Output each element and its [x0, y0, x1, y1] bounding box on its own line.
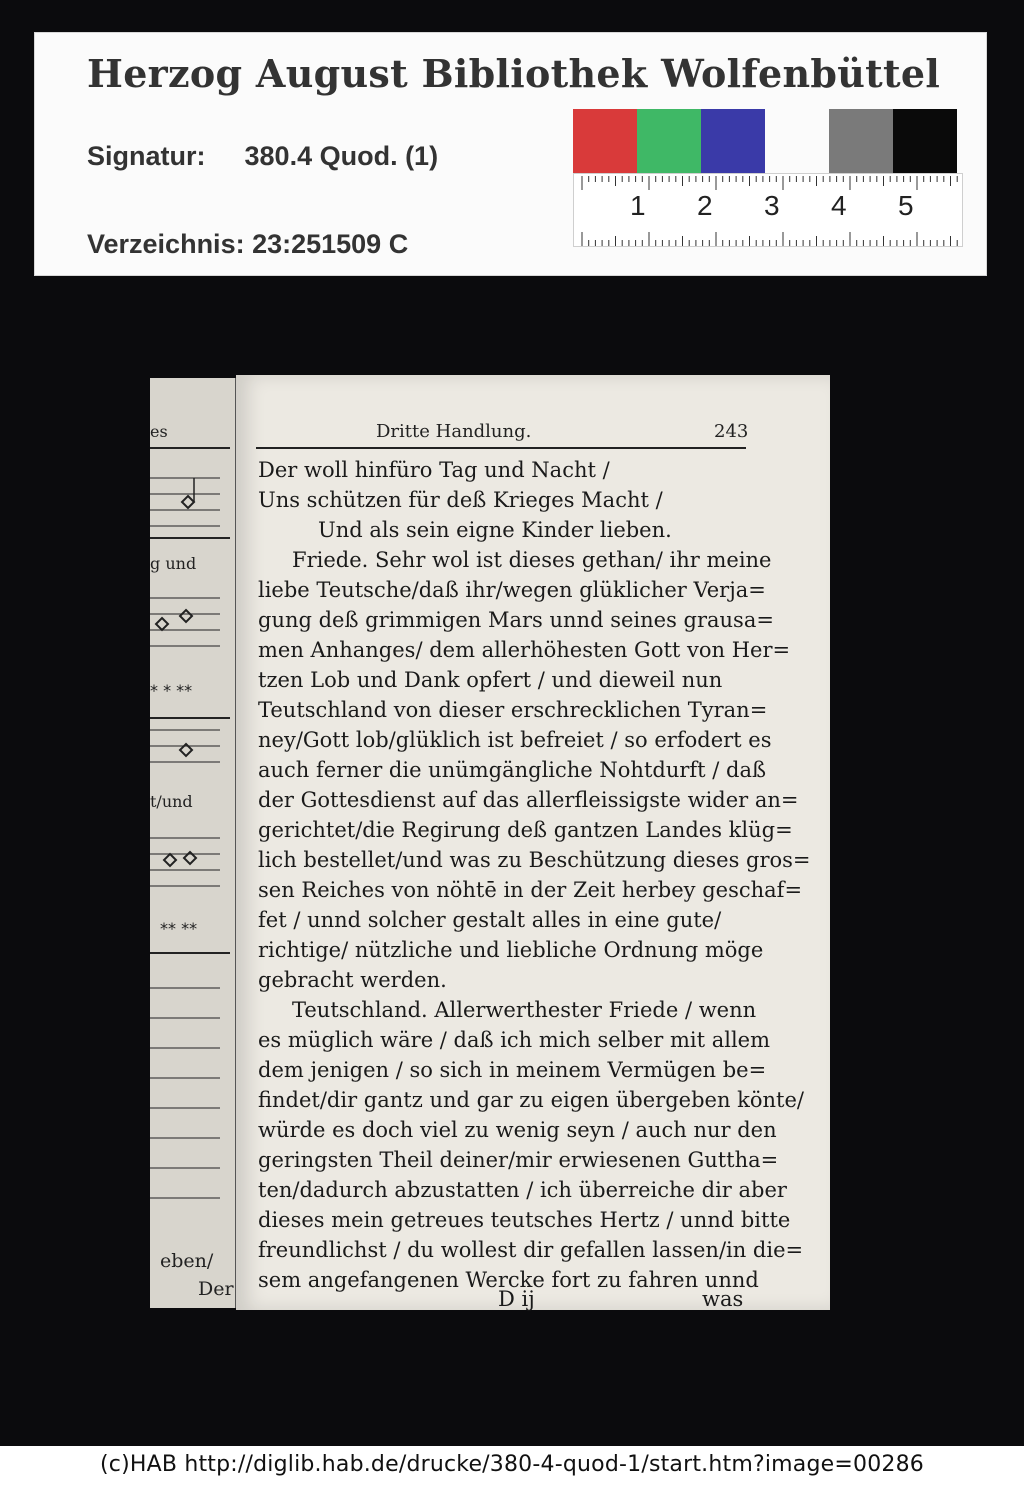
text-line: findet/dir gantz und gar zu eigen übergeben könte/ [258, 1088, 804, 1112]
signatur-value: 380.4 Quod. (1) [244, 141, 439, 171]
page-text [258, 455, 811, 1295]
text-line: gebracht werden. [258, 968, 447, 992]
text-line: sen Reiches von nöhtē in der Zeit herbey geschaf= [258, 878, 803, 902]
color-calibration-swatches [573, 109, 963, 173]
swatch-red [573, 109, 637, 173]
svg-text:* * **: * * ** [150, 681, 193, 700]
text-line: Teutschland von dieser erschrecklichen Tyran= [258, 698, 768, 722]
catchword: was [702, 1287, 744, 1311]
text-line: gerichtet/die Regirung deß gantzen Landes klüg= [258, 818, 793, 842]
ruler-number: 5 [898, 190, 914, 221]
text-line: dieses mein getreues teutsches Hertz / unnd bitte [258, 1208, 791, 1232]
running-head: Dritte Handlung. [376, 421, 532, 442]
text-line: lich bestellet/und was zu Beschützung dieses gros= [258, 848, 811, 872]
left-facing-page [150, 378, 237, 1308]
measurement-ruler [573, 173, 963, 247]
music-notation [150, 378, 235, 1308]
text-line: dem jenigen / so sich in meinem Vermügen be= [258, 1058, 767, 1082]
page-number: 243 [714, 421, 749, 442]
text-line: Der woll hinfüro Tag und Nacht / [258, 458, 610, 482]
text-line: gung deß grimmigen Mars unnd seines grausa= [258, 608, 774, 632]
swatch-white [765, 109, 829, 173]
text-line: der Gottesdienst auf das allerfleissigste wider an= [258, 788, 799, 812]
text-line: Friede. Sehr wol ist dieses gethan/ ihr meine [292, 548, 772, 572]
left-page-fragment: Der [198, 1278, 234, 1300]
copyright-url: (c)HAB http://diglib.hab.de/drucke/380-4-quod-1/start.htm?image=00286 [99, 1452, 924, 1477]
ruler-number: 1 [630, 190, 646, 221]
swatch-blue [701, 109, 765, 173]
swatch-gray [829, 109, 893, 173]
verzeichnis: Verzeichnis: 23:251509 C [87, 229, 409, 259]
swatch-green [637, 109, 701, 173]
text-line: auch ferner die unümgängliche Nohtdurft / daß [258, 758, 767, 782]
library-label-card [34, 32, 987, 276]
text-line: tzen Lob und Dank opfert / und dieweil nun [258, 668, 723, 692]
text-line: liebe Teutsche/daß ihr/wegen glüklicher Verja= [258, 578, 766, 602]
ruler-number: 2 [697, 190, 713, 221]
swatch-black [893, 109, 957, 173]
book-page-243 [236, 375, 830, 1310]
text-line: ney/Gott lob/glüklich ist befreiet / so erfodert es [258, 728, 772, 752]
head-rule [256, 447, 746, 449]
signature-mark: D ij [498, 1287, 535, 1311]
left-page-fragment: es [150, 422, 168, 441]
text-line: würde es doch viel zu wenig seyn / auch nur den [258, 1118, 777, 1142]
left-page-fragment: t/und [150, 792, 193, 811]
text-line: richtige/ nützliche und liebliche Ordnung möge [258, 938, 764, 962]
text-line: men Anhanges/ dem allerhöhesten Gott von Her= [258, 638, 791, 662]
text-line: geringsten Theil deiner/mir erwiesenen Guttha= [258, 1148, 779, 1172]
signatur-row [87, 141, 438, 172]
ruler-number: 4 [831, 190, 847, 221]
text-line: fet / unnd solcher gestalt alles in eine gute/ [258, 908, 722, 932]
left-page-fragment: g und [150, 554, 197, 573]
signatur-label: Signatur: [87, 141, 206, 171]
ruler-number: 3 [764, 190, 780, 221]
text-line: Und als sein eigne Kinder lieben. [318, 518, 672, 542]
text-line: Teutschland. Allerwerthester Friede / wenn [292, 998, 757, 1022]
library-name: Herzog August Bibliothek Wolfenbüttel [87, 51, 941, 96]
text-line: freundlichst / du wollest dir gefallen lassen/in die= [258, 1238, 804, 1262]
text-line: Uns schützen für deß Krieges Macht / [258, 488, 663, 512]
text-line: ten/dadurch abzustatten / ich überreiche dir aber [258, 1178, 787, 1202]
svg-text:** **: ** ** [160, 919, 198, 938]
text-line: es müglich wäre / daß ich mich selber mit allem [258, 1028, 771, 1052]
text-line: sem angefangenen Wercke fort zu fahren unnd [258, 1268, 759, 1292]
left-page-fragment: eben/ [160, 1250, 214, 1272]
